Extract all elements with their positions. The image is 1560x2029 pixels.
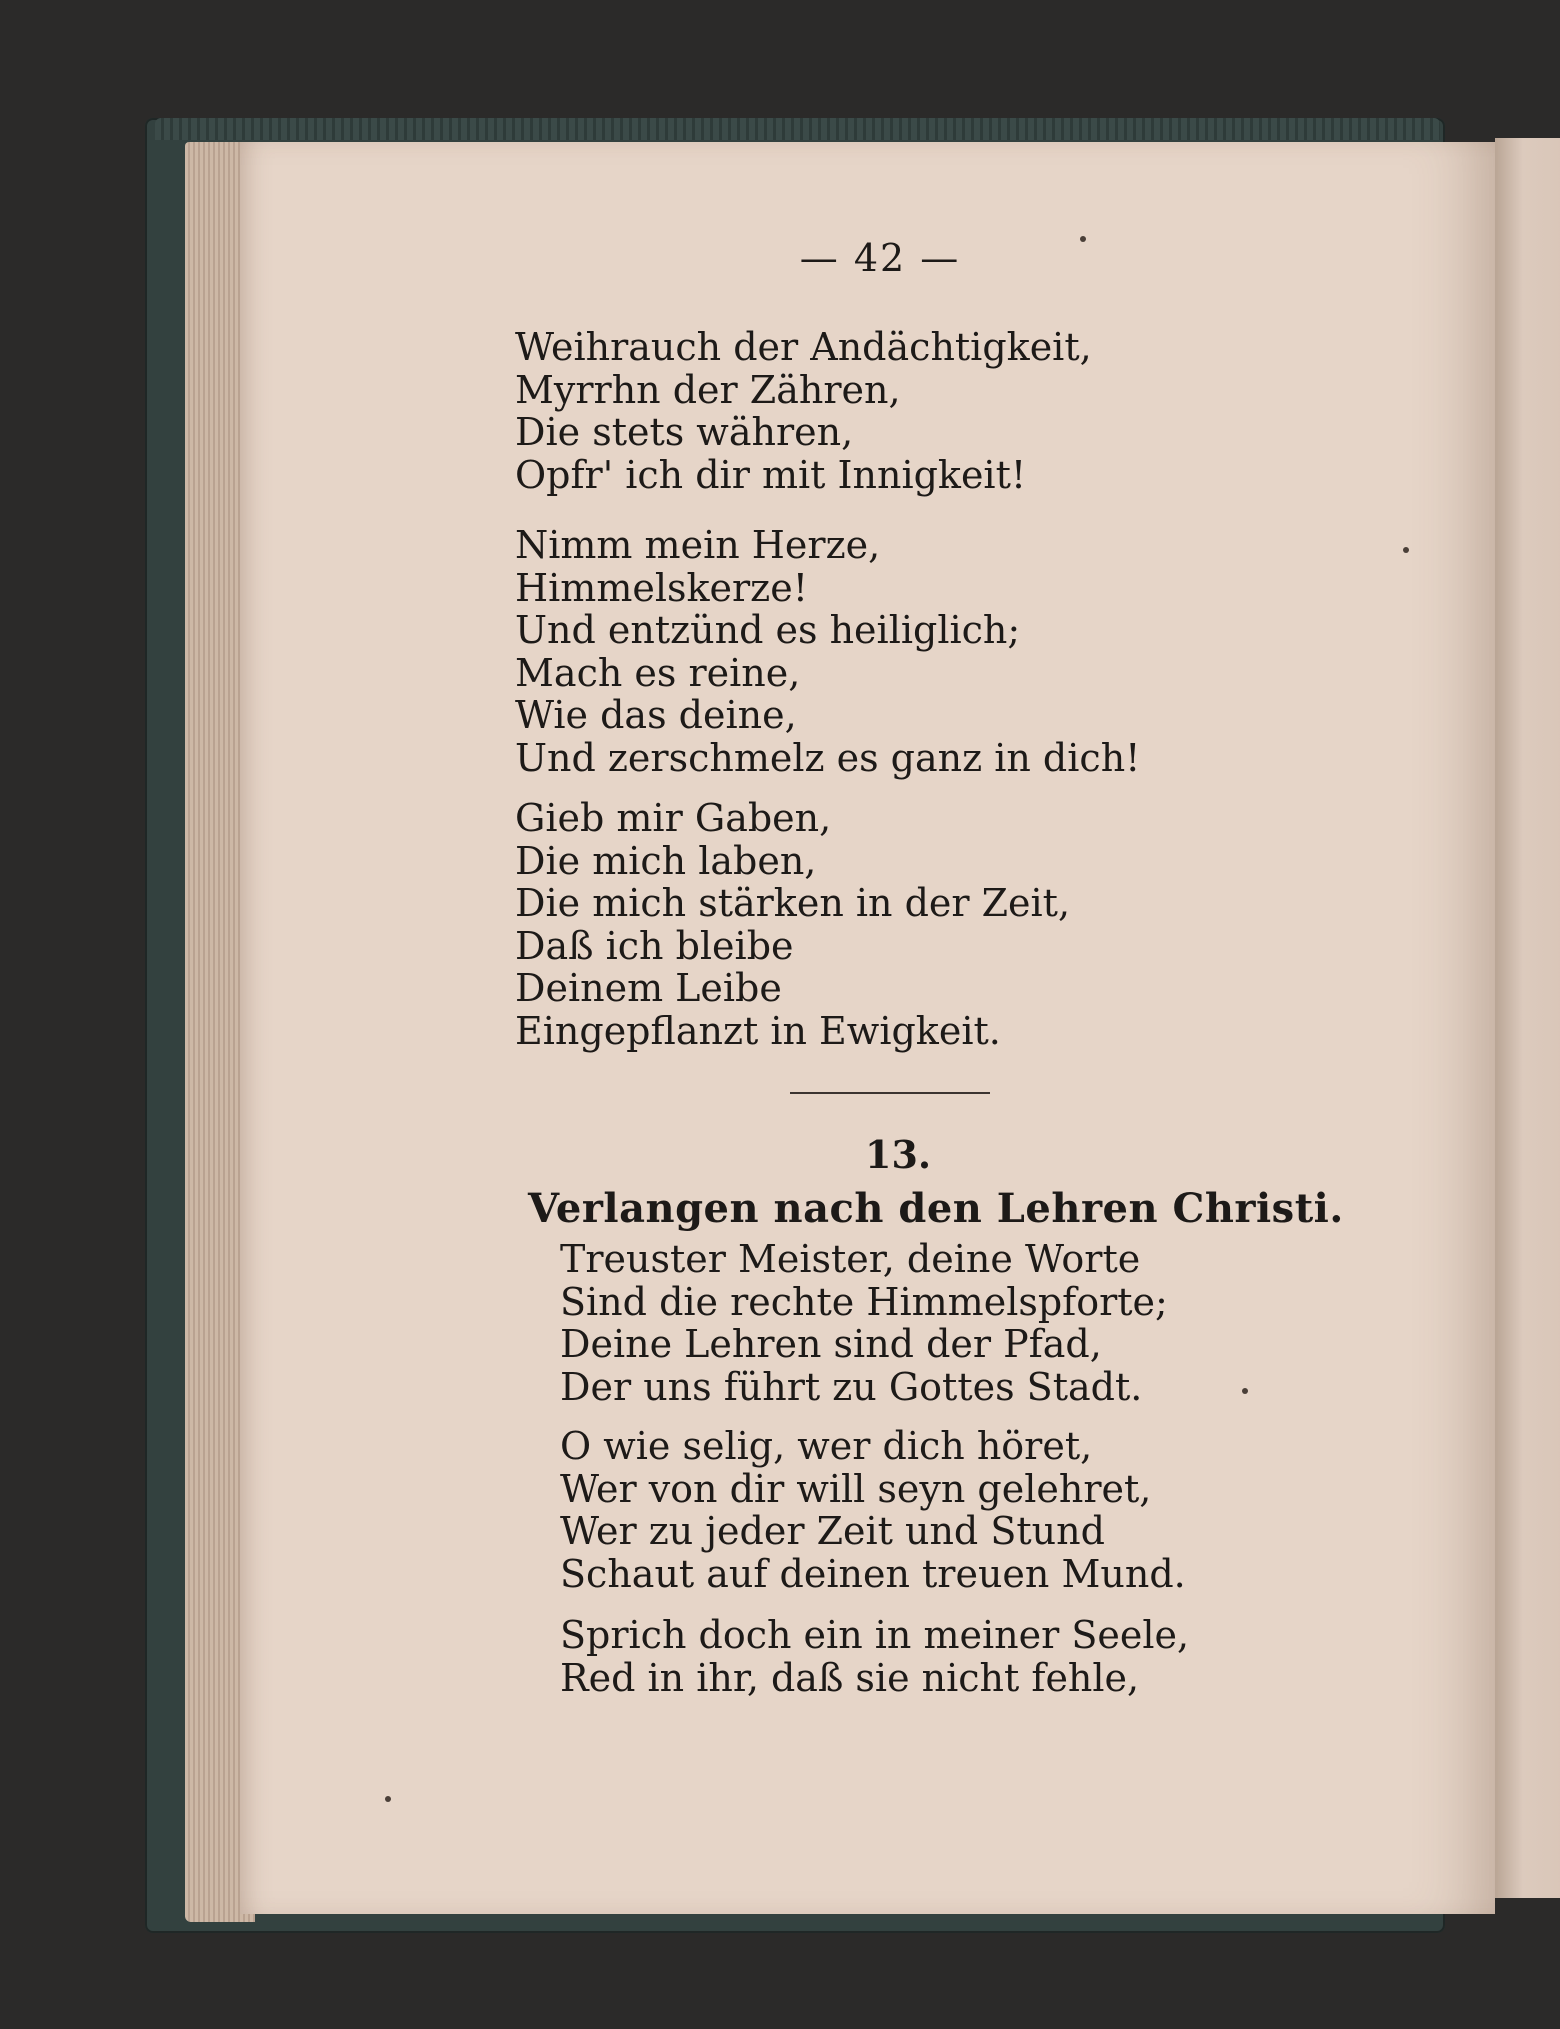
verse-line: Eingepflanzt in Ewigkeit. (515, 1008, 1001, 1053)
verse-line: Deinem Leibe (515, 966, 782, 1010)
page-number: — 42 — (799, 236, 961, 280)
stanza-1 (515, 326, 1092, 496)
hymn-stanza-2 (560, 1425, 1186, 1595)
hymn-stanza-3 (560, 1614, 1189, 1699)
verse-line: Wie das deine, (515, 693, 797, 737)
verse-line: Und zerschmelz es ganz in dich! (515, 735, 1141, 780)
verse-line: Himmelskerze! (515, 565, 808, 610)
hymn-title: Verlangen nach den Lehren Christi. (528, 1185, 1344, 1232)
verse-line: Der uns führt zu Gottes Stadt. (560, 1364, 1143, 1409)
stanza-3 (515, 797, 1070, 1052)
paper-speck (1403, 547, 1409, 553)
verse-line: Nimm mein Herze, (515, 523, 881, 567)
verse-line: Die stets währen, (515, 410, 854, 454)
verse-line: O wie selig, wer dich höret, (560, 1424, 1093, 1468)
verse-line: Wer zu jeder Zeit und Stund (560, 1509, 1105, 1553)
facing-page-edge (1495, 138, 1560, 1898)
verse-line: Sind die rechte Himmelspforte; (560, 1279, 1168, 1324)
verse-line: Schaut auf deinen treuen Mund. (560, 1551, 1186, 1596)
verse-line: Daß ich bleibe (515, 923, 794, 968)
paper-speck (385, 1796, 391, 1802)
stanza-2 (515, 524, 1140, 779)
verse-line: Myrrhn der Zähren, (515, 367, 901, 412)
paper-speck (1080, 236, 1086, 242)
verse-line: Sprich doch ein in meiner Seele, (560, 1613, 1190, 1657)
hymn-number: 13. (865, 1132, 932, 1177)
verse-line: Wer von dir will seyn gelehret, (560, 1466, 1152, 1511)
verse-line: Die mich stärken in der Zeit, (515, 881, 1071, 925)
hymn-stanza-1 (560, 1238, 1168, 1408)
verse-line: Die mich laben, (515, 838, 817, 883)
verse-line: Gieb mir Gaben, (515, 796, 832, 840)
verse-line: Opfr' ich dir mit Innigkeit! (515, 452, 1027, 497)
paper-speck (1242, 1388, 1248, 1394)
verse-line: Deine Lehren sind der Pfad, (560, 1322, 1102, 1366)
verse-line: Und entzünd es heiliglich; (515, 608, 1021, 652)
verse-line: Red in ihr, daß sie nicht fehle, (560, 1655, 1140, 1700)
cover-top-edge (155, 118, 1440, 140)
verse-line: Treuster Meister, deine Worte (560, 1237, 1141, 1281)
verse-line: Mach es reine, (515, 650, 801, 695)
verse-line: Weihrauch der Andächtigkeit, (515, 325, 1092, 369)
section-divider (790, 1092, 990, 1094)
